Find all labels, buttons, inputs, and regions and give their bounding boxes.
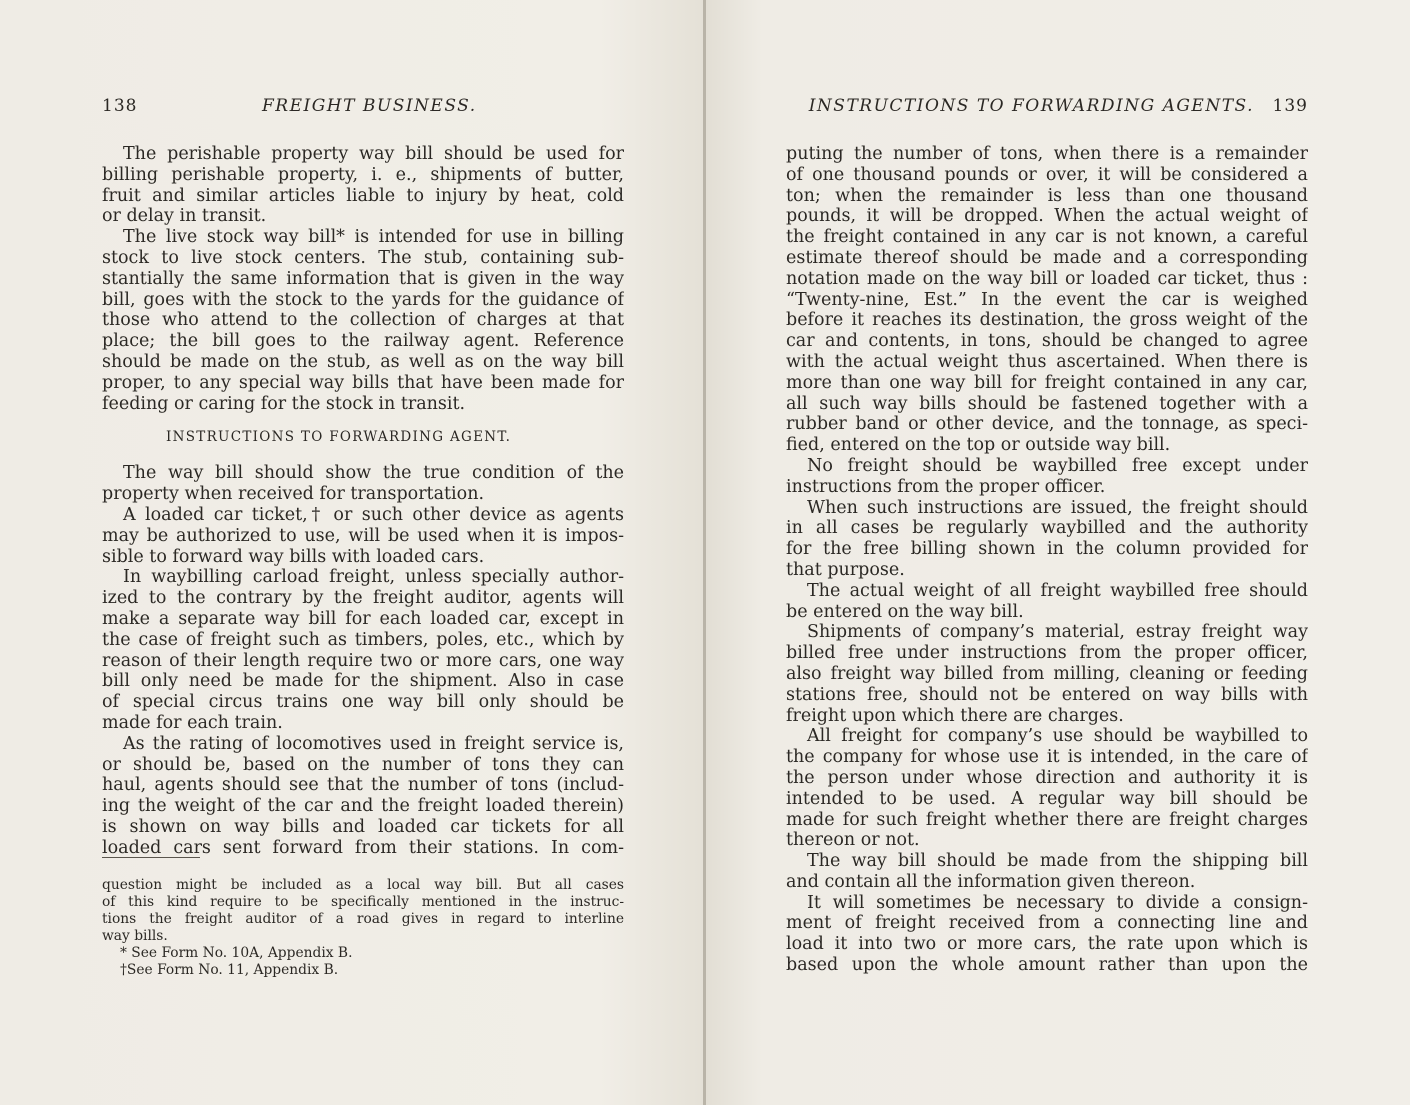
text-line: A loaded car ticket,† or such other device as agents bbox=[123, 504, 624, 525]
text-line: make a separate way bill for each loaded car, except in bbox=[102, 608, 624, 629]
text-line: The actual weight of all freight waybilled free should bbox=[807, 580, 1308, 601]
running-head-left bbox=[102, 96, 624, 122]
footnote-line: question might be included as a local way bill. But all cases bbox=[102, 877, 624, 893]
text-line: also freight way billed from milling, cleaning or feeding bbox=[786, 663, 1308, 684]
text-line: The way bill should be made from the shipping bill bbox=[807, 851, 1308, 872]
text-line: feeding or caring for the stock in transit. bbox=[102, 393, 466, 414]
text-line: with the actual weight thus ascertained. When there is bbox=[786, 351, 1308, 372]
text-line: the case of freight such as timbers, poles, etc., which by bbox=[102, 629, 624, 650]
text-line: stock to live stock centers. The stub, containing sub- bbox=[102, 247, 624, 268]
text-line: or delay in transit. bbox=[102, 206, 267, 227]
running-head-right bbox=[786, 96, 1308, 122]
text-line: pounds, it will be dropped. When the actual weight of bbox=[786, 206, 1308, 227]
text-line: of one thousand pounds or over, it will be considered a bbox=[786, 164, 1308, 185]
text-line: place; the bill goes to the railway agent. Reference bbox=[102, 331, 624, 352]
text-line: in all cases be regularly waybilled and the authority bbox=[786, 518, 1308, 539]
footnote-line: †See Form No. 11, Appendix B. bbox=[120, 962, 339, 978]
text-line: In waybilling carload freight, unless specially author- bbox=[123, 567, 624, 588]
text-line: notation made on the way bill or loaded car ticket, thus : bbox=[786, 268, 1308, 289]
text-line: “Twenty-nine, Est.” In the event the car is weighed bbox=[786, 289, 1308, 310]
text-line: The perishable property way bill should be used for bbox=[123, 144, 624, 164]
text-line: billed free under instructions from the proper officer, bbox=[786, 643, 1308, 664]
text-line: fruit and similar articles liable to injury by heat, cold bbox=[102, 185, 624, 206]
text-line: intended to be used. A regular way bill should be bbox=[786, 788, 1308, 809]
text-line: the company for whose use it is intended, in the care of bbox=[786, 747, 1308, 768]
text-line: When such instructions are issued, the freight should bbox=[807, 497, 1308, 518]
text-line: bill only need be made for the shipment. Also in case bbox=[102, 671, 624, 692]
text-line: As the rating of locomotives used in freight service is, bbox=[123, 733, 624, 754]
text-line: loaded cars sent forward from their stations. In com- bbox=[102, 837, 624, 858]
text-line: of special circus trains one way bill only should be bbox=[102, 692, 624, 713]
running-title-right: INSTRUCTIONS TO FORWARDING AGENTS. bbox=[808, 96, 1254, 116]
text-line: fied, entered on the top or outside way bill. bbox=[786, 435, 1171, 456]
section-heading: INSTRUCTIONS TO FORWARDING AGENT. bbox=[166, 429, 512, 446]
left-paragraphs-before bbox=[102, 144, 624, 414]
text-line: haul, agents should see that the number of tons (includ- bbox=[102, 775, 624, 796]
text-line: be entered on the way bill. bbox=[786, 601, 1024, 622]
text-line: before it reaches its destination, the gross weight of the bbox=[786, 310, 1308, 331]
text-line: estimate thereof should be made and a corresponding bbox=[786, 247, 1308, 268]
text-line: ized to the contrary by the freight auditor, agents will bbox=[102, 588, 624, 609]
text-line: reason of their length require two or more cars, one way bbox=[102, 650, 624, 671]
footnotes bbox=[102, 877, 624, 979]
text-line: based upon the whole amount rather than upon the bbox=[786, 955, 1308, 976]
footnote-rule bbox=[102, 857, 200, 858]
text-line: ment of freight received from a connecting line and bbox=[786, 913, 1308, 934]
text-line: should be made on the stub, as well as on the way bill bbox=[102, 351, 624, 372]
page-number-right: 139 bbox=[1272, 96, 1308, 116]
page-number-left: 138 bbox=[102, 96, 138, 116]
right-page bbox=[706, 0, 1410, 1105]
text-line: made for such freight whether there are freight charges bbox=[786, 809, 1308, 830]
text-line: sible to forward way bills with loaded cars. bbox=[102, 546, 485, 567]
left-body-text bbox=[102, 144, 624, 859]
text-line: No freight should be waybilled free except under bbox=[807, 455, 1308, 476]
text-line: load it into two or more cars, the rate upon which is bbox=[786, 934, 1308, 955]
text-line: stations free, should not be entered on way bills with bbox=[786, 684, 1308, 705]
footnote-line: of this kind require to be specifically mentioned in the instruc- bbox=[102, 894, 624, 910]
text-line: freight upon which there are charges. bbox=[786, 705, 1124, 726]
text-line: proper, to any special way bills that have been made for bbox=[102, 372, 624, 393]
text-line: car and contents, in tons, should be changed to agree bbox=[786, 331, 1308, 352]
text-line: more than one way bill for freight contained in any car, bbox=[786, 372, 1308, 393]
text-line: may be authorized to use, will be used when it is impos- bbox=[102, 525, 624, 546]
text-line: It will sometimes be necessary to divide a consign- bbox=[807, 892, 1308, 913]
text-line: or should be, based on the number of tons they can bbox=[102, 754, 624, 775]
text-line: All freight for company’s use should be waybilled to bbox=[807, 726, 1308, 747]
text-line: for the free billing shown in the column provided for bbox=[786, 539, 1308, 560]
text-line: the person under whose direction and authority it is bbox=[786, 767, 1308, 788]
text-line: the freight contained in any car is not known, a careful bbox=[786, 227, 1308, 248]
text-line: and contain all the information given thereon. bbox=[786, 871, 1196, 892]
text-line: The way bill should show the true condition of the bbox=[123, 463, 624, 484]
text-line: thereon or not. bbox=[786, 830, 920, 851]
text-line: puting the number of tons, when there is a remainder bbox=[786, 144, 1308, 164]
text-line: rubber band or other device, and the tonnage, as speci- bbox=[786, 414, 1308, 435]
text-line: Shipments of company’s material, estray freight way bbox=[807, 622, 1308, 643]
text-line: stantially the same information that is given in the way bbox=[102, 268, 624, 289]
text-line: instructions from the proper officer. bbox=[786, 476, 1106, 497]
footnote-line: tions the freight auditor of a road gives in regard to interline bbox=[102, 911, 624, 927]
right-body-text bbox=[786, 144, 1308, 976]
text-line: that purpose. bbox=[786, 559, 905, 580]
text-line: The live stock way bill* is intended for use in billing bbox=[123, 227, 624, 248]
left-paragraphs-after bbox=[102, 463, 624, 858]
text-line: bill, goes with the stock to the yards for the guidance of bbox=[102, 289, 624, 310]
text-line: ing the weight of the car and the freight loaded therein) bbox=[102, 796, 624, 817]
text-line: made for each train. bbox=[102, 712, 283, 733]
text-line: property when received for transportation. bbox=[102, 484, 485, 505]
running-title-left: FREIGHT BUSINESS. bbox=[262, 96, 477, 116]
text-line: all such way bills should be fastened together with a bbox=[786, 393, 1308, 414]
text-line: those who attend to the collection of charges at that bbox=[102, 310, 624, 331]
text-line: ton; when the remainder is less than one thousand bbox=[786, 185, 1308, 206]
text-line: is shown on way bills and loaded car tickets for all bbox=[102, 816, 624, 837]
text-line: billing perishable property, i. e., shipments of butter, bbox=[102, 164, 624, 185]
footnote-line: way bills. bbox=[102, 928, 168, 944]
footnote-line: * See Form No. 10A, Appendix B. bbox=[120, 945, 353, 961]
